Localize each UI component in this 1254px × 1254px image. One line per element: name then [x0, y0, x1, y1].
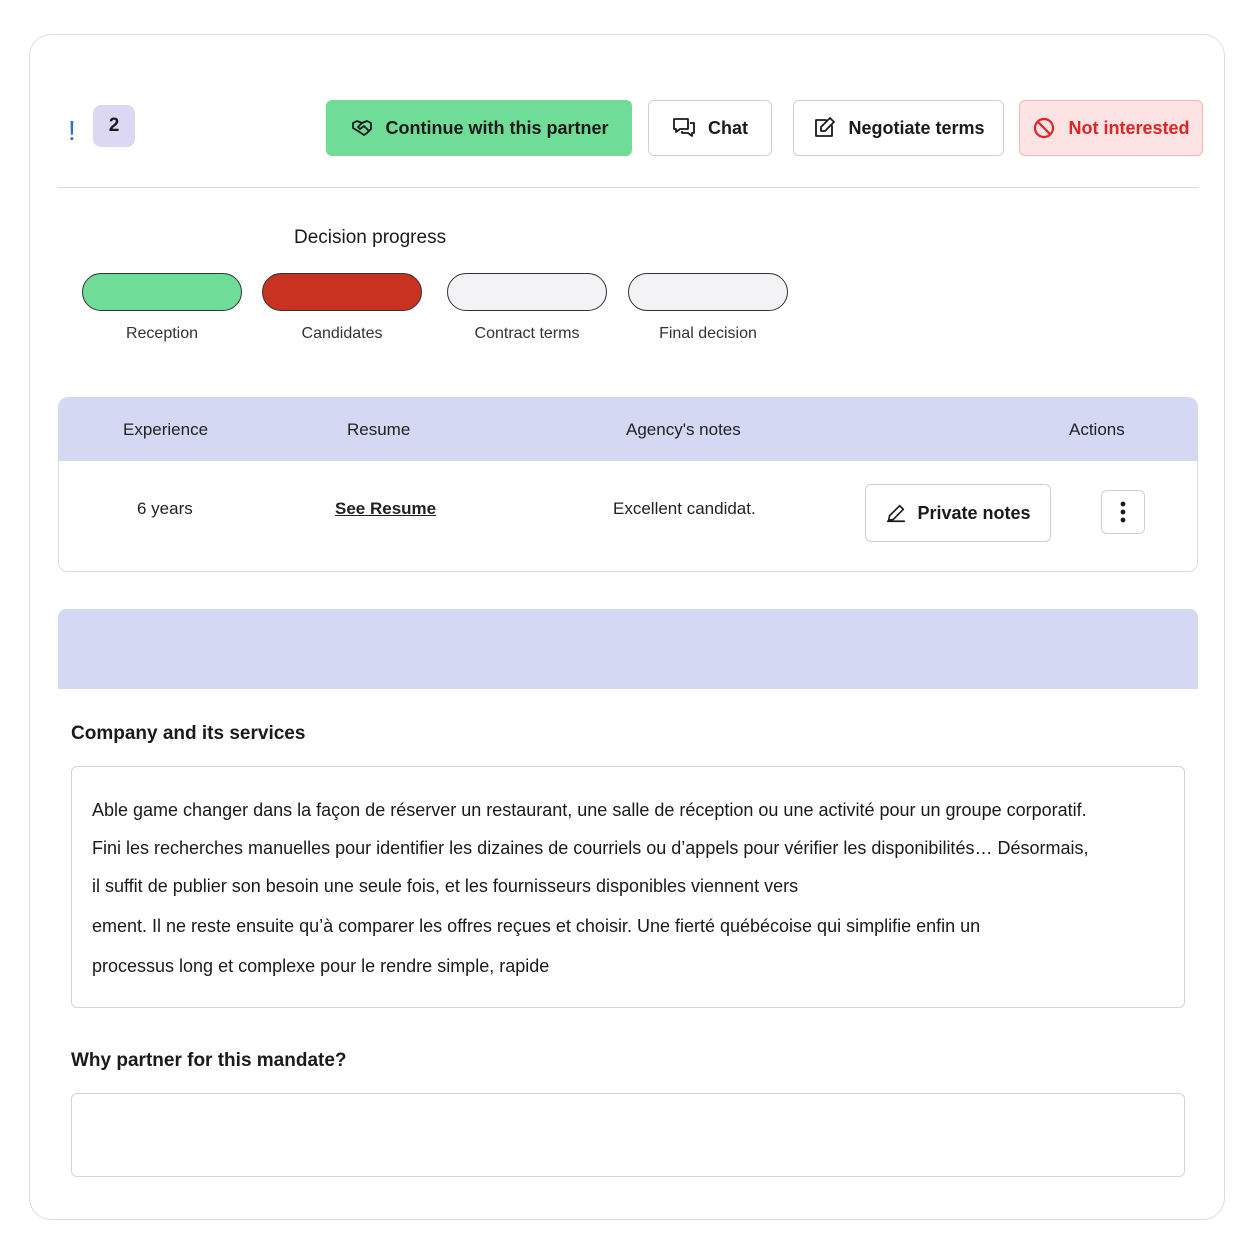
progress-step-label: Contract terms: [474, 325, 580, 342]
chat-button[interactable]: [648, 100, 772, 156]
company-text-line: il suffit de publier son besoin une seule fois, et les fournisseurs disponibles viennent vers: [92, 876, 799, 896]
decision-progress-title: Decision progress: [294, 227, 447, 248]
progress-step-reception: [82, 273, 242, 343]
table-header: [59, 398, 1197, 461]
progress-pill: [628, 273, 788, 311]
progress-step-candidates: [262, 273, 422, 343]
ban-icon: [1032, 116, 1056, 140]
handshake-icon: [350, 116, 374, 140]
experience-cell: 6 years: [137, 499, 193, 518]
more-vertical-icon: [1120, 501, 1126, 523]
column-header-experience: Experience: [123, 420, 209, 439]
continue-label: Continue with this partner: [385, 117, 609, 138]
alert-mark: !: [68, 115, 76, 146]
progress-step-label: Final decision: [659, 325, 757, 342]
progress-step-final-decision: [628, 273, 788, 343]
more-actions-button[interactable]: [1101, 490, 1145, 534]
agency-notes-cell: Excellent candidat.: [613, 499, 756, 518]
pencil-icon: [885, 502, 907, 524]
table-row: [59, 461, 1197, 572]
edit-document-icon: [812, 116, 836, 140]
company-text-line: Able game changer dans la façon de réserver un restaurant, une salle de réception ou une activité pour un groupe corporatif.: [92, 800, 1087, 820]
progress-pill: [447, 273, 607, 311]
see-resume-link[interactable]: See Resume: [335, 499, 437, 518]
chat-icon: [672, 116, 696, 140]
column-header-resume: Resume: [347, 420, 411, 439]
company-services-title: Company and its services: [71, 723, 306, 744]
negotiate-label: Negotiate terms: [848, 117, 985, 138]
column-header-agency-notes: Agency's notes: [626, 420, 741, 439]
chat-label: Chat: [708, 117, 748, 138]
progress-pill: [262, 273, 422, 311]
why-partner-title: Why partner for this mandate?: [71, 1050, 347, 1071]
progress-step-contract-terms: [447, 273, 607, 343]
partner-card: [29, 34, 1225, 1220]
company-text-line: processus long et complexe pour le rendre simple, rapide: [92, 956, 550, 976]
count-badge: 2: [93, 105, 135, 147]
company-services-textarea[interactable]: [71, 766, 1185, 1008]
progress-pill: [82, 273, 242, 311]
column-header-actions: Actions: [1069, 420, 1125, 439]
progress-step-label: Candidates: [301, 325, 383, 342]
continue-with-partner-button[interactable]: [326, 100, 632, 156]
header-divider: [58, 187, 1198, 188]
company-text-line: ement. Il ne reste ensuite qu’à comparer les offres reçues et choisir. Une fierté québécoise qui simplifie enfin un: [92, 916, 981, 936]
progress-step-label: Reception: [125, 325, 199, 342]
negotiate-terms-button[interactable]: [793, 100, 1004, 156]
company-text-line: Fini les recherches manuelles pour identifier les dizaines de courriels ou d’appels pour vérifier les disponibilités… Désormais,: [92, 838, 1089, 858]
section-band: [58, 609, 1198, 689]
private-notes-label: Private notes: [917, 502, 1031, 523]
why-partner-textarea[interactable]: [71, 1093, 1185, 1177]
private-notes-button[interactable]: [865, 484, 1051, 542]
not-interested-button[interactable]: [1019, 100, 1203, 156]
not-interested-label: Not interested: [1068, 117, 1190, 138]
candidates-table: [58, 397, 1198, 572]
card-header: [30, 35, 1224, 189]
